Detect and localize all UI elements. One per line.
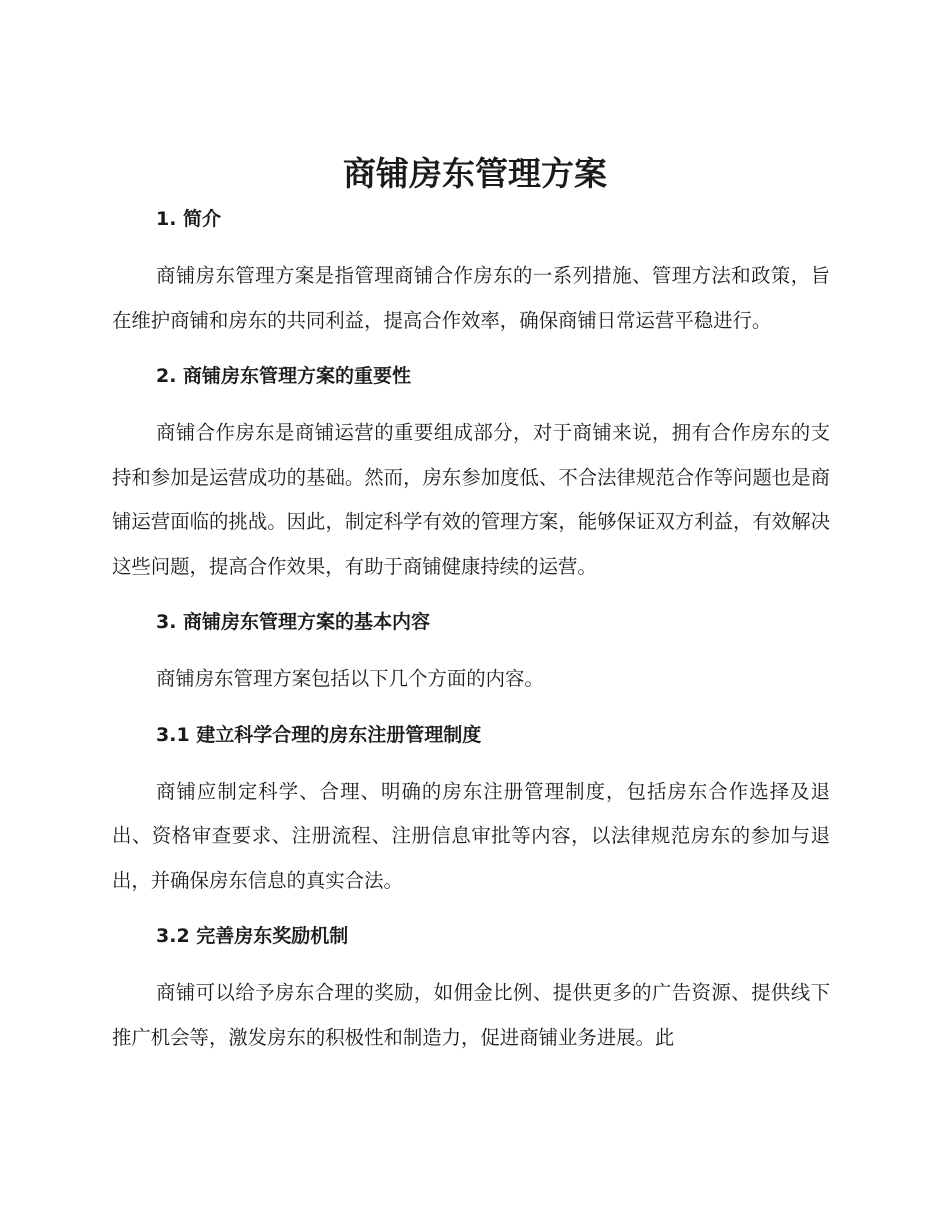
section-paragraph: 商铺可以给予房东合理的奖励，如佣金比例、提供更多的广告资源、提供线下推广机会等，激发房东的积极性和制造力，促进商铺业务进展。此 <box>112 981 830 1049</box>
section-basic-content <box>112 599 830 702</box>
section-registration <box>112 712 830 904</box>
document-title: 商铺房东管理方案 <box>343 154 607 193</box>
section-paragraph: 商铺房东管理方案包括以下几个方面的内容。 <box>156 667 544 690</box>
document-body <box>112 196 830 1060</box>
section-heading: 3. 商铺房东管理方案的基本内容 <box>156 611 431 633</box>
section-intro <box>112 196 830 343</box>
section-paragraph: 商铺合作房东是商铺运营的重要组成部分，对于商铺来说，拥有合作房东的支持和参加是运营成功的基础。然而，房东参加度低、不合法律规范合作等问题也是商铺运营面临的挑战。因此，制定科学有效的管理方案，能够保证双方利益，有效解决这些问题，提高合作效果，有助于商铺健康持续的运营。 <box>112 421 830 578</box>
section-paragraph: 商铺房东管理方案是指管理商铺合作房东的一系列措施、管理方法和政策，旨在维护商铺和房东的共同利益，提高合作效率，确保商铺日常运营平稳进行。 <box>112 264 830 332</box>
section-heading: 3.2 完善房东奖励机制 <box>156 925 349 947</box>
section-heading: 1. 简介 <box>156 208 222 230</box>
section-heading: 2. 商铺房东管理方案的重要性 <box>156 365 412 387</box>
section-importance <box>112 353 830 589</box>
section-rewards <box>112 913 830 1060</box>
section-heading: 3.1 建立科学合理的房东注册管理制度 <box>156 723 482 746</box>
section-paragraph: 商铺应制定科学、合理、明确的房东注册管理制度，包括房东合作选择及退出、资格审查要求、注册流程、注册信息审批等内容，以法律规范房东的参加与退出，并确保房东信息的真实合法。 <box>112 779 830 892</box>
